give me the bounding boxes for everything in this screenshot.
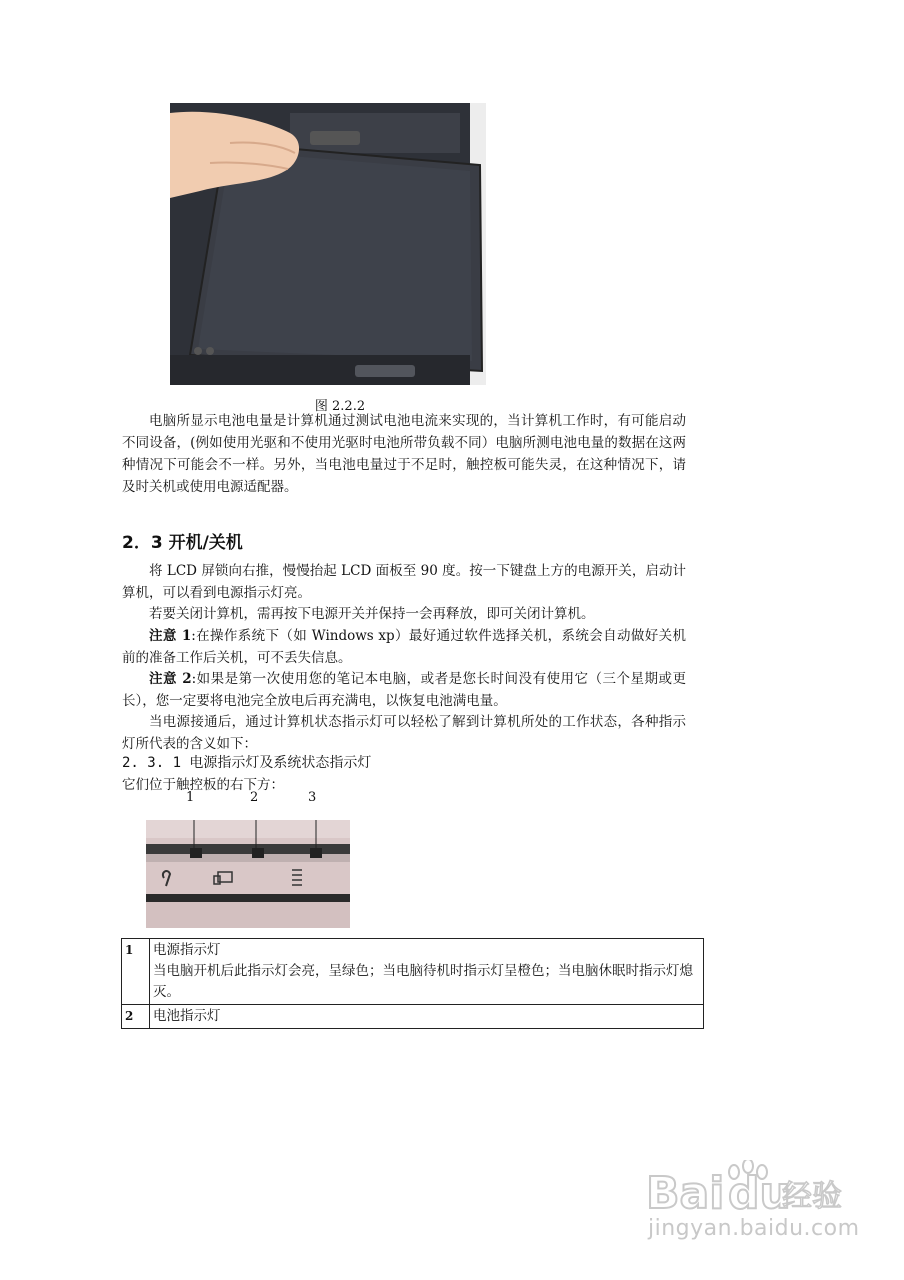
indicator-figure [146,790,350,930]
indicator-table [121,938,704,1029]
battery-photo [170,103,486,385]
power-off-paragraph: 若要关闭计算机，需再按下电源开关并保持一会再释放，即可关闭计算机。 [149,606,595,622]
indicator-lights-photo [146,820,350,928]
row-content [150,939,704,1005]
svg-text:du: du [728,1168,791,1219]
note1-text: :在操作系统下（如 Windows xp）最好通过软件选择关机，系统会自动做好关机前的准备工作后关机，可不丢失信息。 [122,628,686,666]
table-row [122,939,704,1005]
table-row [122,1005,704,1029]
note2-text: :如果是第一次使用您的笔记本电脑，或者是您长时间没有使用它（三个星期或更长），您一定要将电池完全放电后再充满电，以恢复电池满电量。 [122,671,686,709]
status-paragraph: 当电源接通后，通过计算机状态指示灯可以轻松了解到计算机所处的工作状态，各种指示灯所代表的含义如下： [122,714,686,752]
note1-label: 注意 1 [149,628,192,644]
row-title: 电源指示灯 [153,942,221,958]
indicator-label-3: 3 [308,790,317,805]
row-description: 当电脑开机后此指示灯会亮，呈绿色；当电脑待机时指示灯呈橙色；当电脑休眠时指示灯熄灭。 [153,963,693,1000]
section-heading: 2．3 开机/关机 [122,533,243,553]
subsection-heading: 2. 3. 1 电源指示灯及系统状态指示灯 [122,755,372,771]
note2-paragraph [122,668,686,712]
baidu-watermark [642,1160,860,1256]
indicator-label-2: 2 [250,790,259,805]
note1-paragraph [122,625,686,669]
figure-caption: 图 2.2.2 [314,399,366,414]
note2-label: 注意 2 [149,671,192,687]
battery-paragraph: 电脑所显示电池电量是计算机通过测试电池电流来实现的，当计算机工作时，有可能启动不同设备，(例如使用光驱和不使用光驱时电池所带负载不同）电脑所测电池电量的数据在这两种情况下可能会不一样。另外，当电池电量过于不足时，触控板可能失灵，在这种情况下，请及时关机或使用电源适配器。 [122,413,686,495]
baidu-jingyan-logo [642,1160,852,1220]
power-on-paragraph: 将 LCD 屏锁向右推，慢慢抬起 LCD 面板至 90 度。按一下键盘上方的电源开关，启动计算机，可以看到电源指示灯亮。 [122,563,686,601]
row-title: 电池指示灯 [153,1008,221,1024]
location-text: 它们位于触控板的右下方： [122,777,284,793]
row-content [150,1005,704,1029]
indicator-label-1: 1 [186,790,195,805]
laptop-battery-illustration [170,103,486,385]
svg-text:经验: 经验 [782,1179,842,1214]
watermark-url: jingyan.baidu.com [648,1216,860,1241]
row-number: 1 [122,939,150,1005]
row-number: 2 [122,1005,150,1029]
svg-text:Bai: Bai [646,1168,725,1219]
